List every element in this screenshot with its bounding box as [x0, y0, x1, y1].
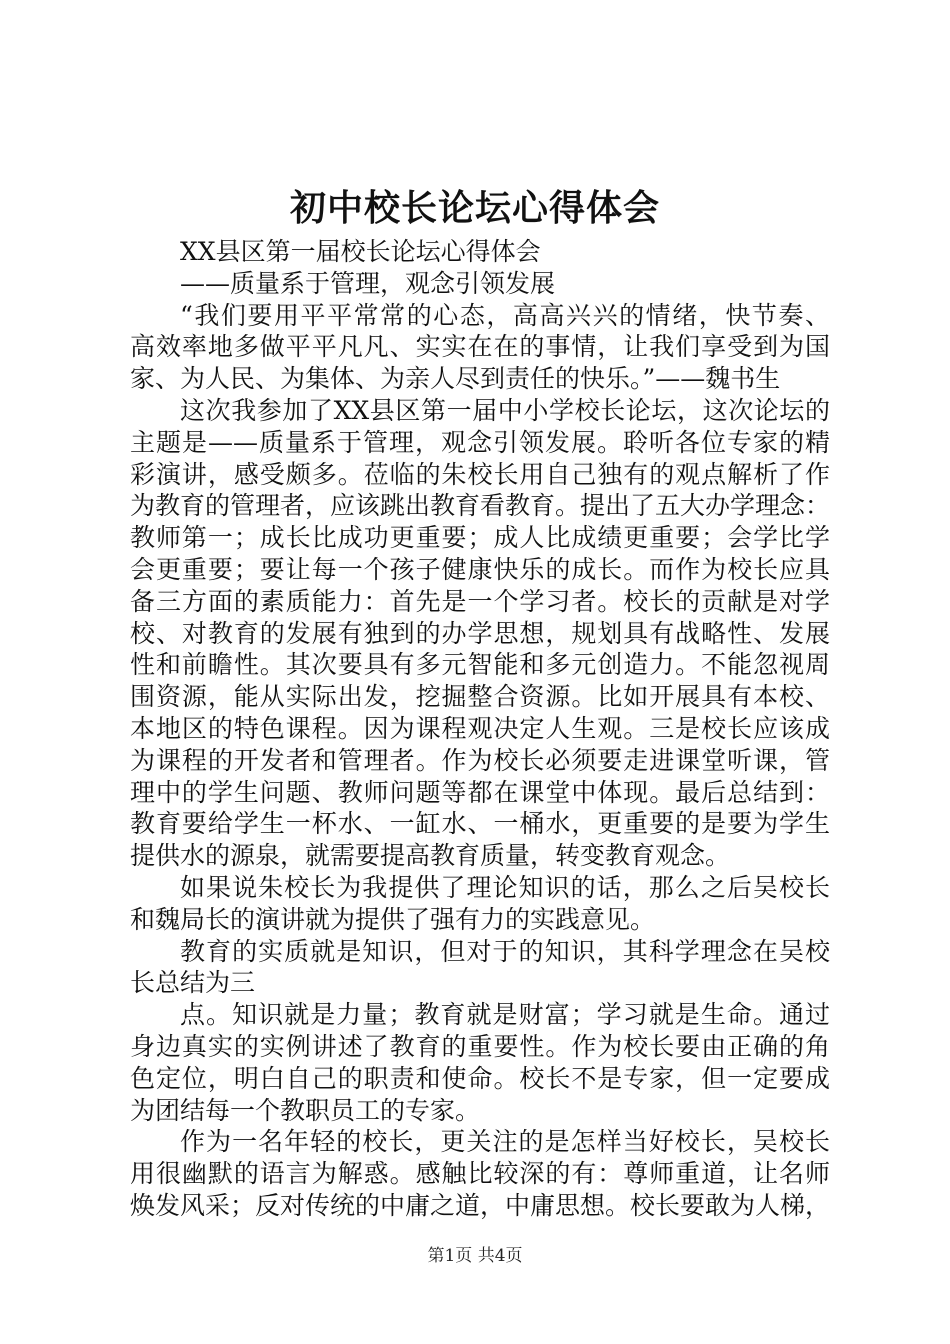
text-line: XX县区第一届校长论坛心得体会	[180, 237, 541, 266]
text-line: 为团结每一个教职员工的专家。	[130, 1095, 481, 1125]
page-title: 初中校长论坛心得体会	[289, 187, 660, 229]
text-line: 理中的学生问题、教师问题等都在课堂中体现。最后总结到：	[130, 777, 830, 807]
text-line: “我们要用平平常常的心态，高高兴兴的情绪，快节奏、	[180, 300, 830, 330]
text-line: 作为一名年轻的校长，更关注的是怎样当好校长，吴校长	[180, 1127, 830, 1157]
text-line: 会更重要；要让每一个孩子健康快乐的成长。而作为校长应具	[130, 554, 830, 584]
text-line: 点。知识就是力量；教育就是财富；学习就是生命。通过	[180, 1000, 830, 1030]
text-line: 如果说朱校长为我提供了理论知识的话，那么之后吴校长	[180, 872, 830, 902]
text-line: 色定位，明白自己的职责和使命。校长不是专家，但一定要成	[130, 1063, 830, 1093]
page-footer: 第1页 共4页	[427, 1246, 523, 1266]
text-line: 围资源，能从实际出发，挖掘整合资源。比如开展具有本校、	[130, 682, 830, 712]
text-line: 校、对教育的发展有独到的办学思想，规划具有战略性、发展	[130, 618, 830, 648]
text-line: 教育要给学生一杯水、一缸水、一桶水，更重要的是要为学生	[130, 809, 830, 839]
text-line: 性和前瞻性。其次要具有多元智能和多元创造力。不能忽视周	[130, 650, 830, 680]
text-line: 长总结为三	[130, 968, 256, 998]
document-body	[130, 236, 830, 1222]
text-line: 焕发风采；反对传统的中庸之道，中庸思想。校长要敢为人梯，	[130, 1190, 831, 1220]
text-line: 身边真实的实例讲述了教育的重要性。作为校长要由正确的角	[130, 1031, 830, 1061]
text-line: 用很幽默的语言为解惑。感触比较深的有：尊师重道，让名师	[130, 1159, 830, 1189]
text-line: 本地区的特色课程。因为课程观决定人生观。三是校长应该成	[130, 713, 830, 743]
text-line: 备三方面的素质能力：首先是一个学习者。校长的贡献是对学	[130, 586, 830, 616]
text-line: 和魏局长的演讲就为提供了强有力的实践意见。	[130, 904, 656, 934]
text-line: 为课程的开发者和管理者。作为校长必须要走进课堂听课，管	[130, 745, 830, 775]
text-line: 彩演讲，感受颇多。莅临的朱校长用自己独有的观点解析了作	[130, 459, 830, 489]
text-line: 这次我参加了XX县区第一届中小学校长论坛，这次论坛的	[180, 395, 830, 425]
text-line: 高效率地多做平平凡凡、实实在在的事情，让我们享受到为国	[130, 332, 830, 362]
text-line: 为教育的管理者，应该跳出教育看教育。提出了五大办学理念：	[130, 491, 831, 521]
text-line: ——质量系于管理，观念引领发展	[180, 268, 556, 298]
text-line: 教师第一；成长比成功更重要；成人比成绩更重要；会学比学	[130, 523, 830, 553]
text-line: 主题是——质量系于管理，观念引领发展。聆听各位专家的精	[130, 427, 830, 457]
text-line: 教育的实质就是知识，但对于的知识，其科学理念在吴校	[180, 936, 830, 966]
text-line: 家、为人民、为集体、为亲人尽到责任的快乐。”——魏书生	[130, 364, 781, 394]
text-line: 提供水的源泉，就需要提高教育质量，转变教育观念。	[130, 841, 731, 871]
